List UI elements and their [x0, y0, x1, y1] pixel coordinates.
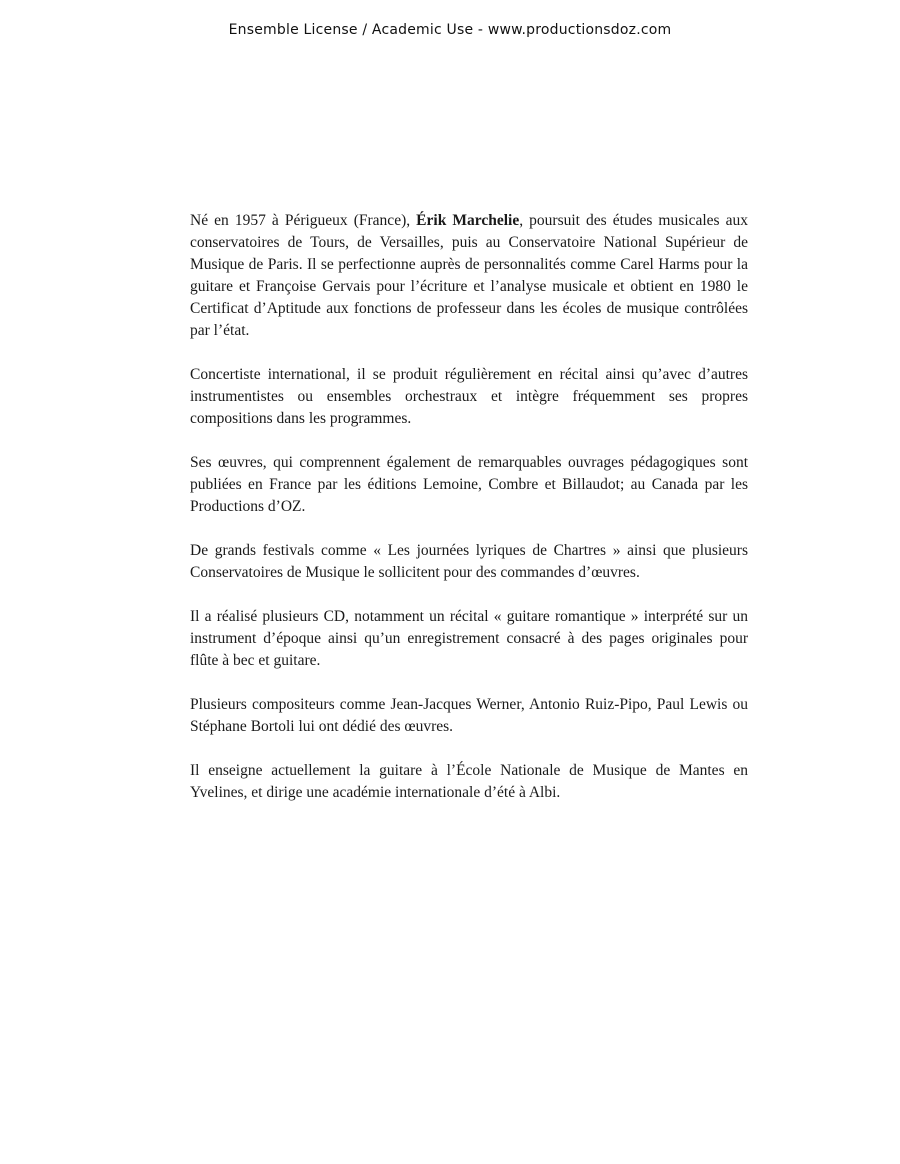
- bio-paragraph-1: [190, 210, 748, 342]
- license-header: Ensemble License / Academic Use - www.productionsdoz.com: [228, 22, 672, 38]
- composer-name: Érik Marchelie: [416, 212, 520, 229]
- bio-paragraph-4: De grands festivals comme « Les journées lyriques de Chartres » ainsi que plusieurs Conservatoires de Musique le sollicitent pour des commandes d’œuvres.: [190, 542, 748, 581]
- bio-p1-rest: , poursuit des études musicales aux conservatoires de Tours, de Versailles, puis au Conservatoire National Supérieur de Musique de Paris. Il se perfectionne auprès de personnalités comme Carel Harms pour la guitare et Françoise Gervais pour l’écriture et l’analyse musicale et obtient en 1980 le Certificat d’Aptitude aux fonctions de professeur dans les écoles de musique contrôlées par l’état.: [190, 212, 748, 339]
- bio-paragraph-7: Il enseigne actuellement la guitare à l’École Nationale de Musique de Mantes en Yvelines, et dirige une académie internationale d’été à Albi.: [190, 762, 748, 801]
- bio-paragraph-3: Ses œuvres, qui comprennent également de remarquables ouvrages pédagogiques sont publiées en France par les éditions Lemoine, Combre et Billaudot; au Canada par les Productions d’OZ.: [190, 454, 748, 515]
- biography: [190, 210, 748, 826]
- bio-paragraph-2: Concertiste international, il se produit régulièrement en récital ainsi qu’avec d’autres instrumentistes ou ensembles orchestraux et intègre fréquemment ses propres compositions dans les programmes.: [190, 366, 748, 427]
- bio-paragraph-6: Plusieurs compositeurs comme Jean-Jacques Werner, Antonio Ruiz-Pipo, Paul Lewis ou Stéphane Bortoli lui ont dédié des œuvres.: [190, 696, 748, 735]
- bio-paragraph-5: Il a réalisé plusieurs CD, notamment un récital « guitare romantique » interprété sur un instrument d’époque ainsi qu’un enregistrement consacré à des pages originales pour flûte à bec et guitare.: [190, 608, 748, 669]
- bio-p1-intro: Né en 1957 à Périgueux (France),: [190, 212, 417, 229]
